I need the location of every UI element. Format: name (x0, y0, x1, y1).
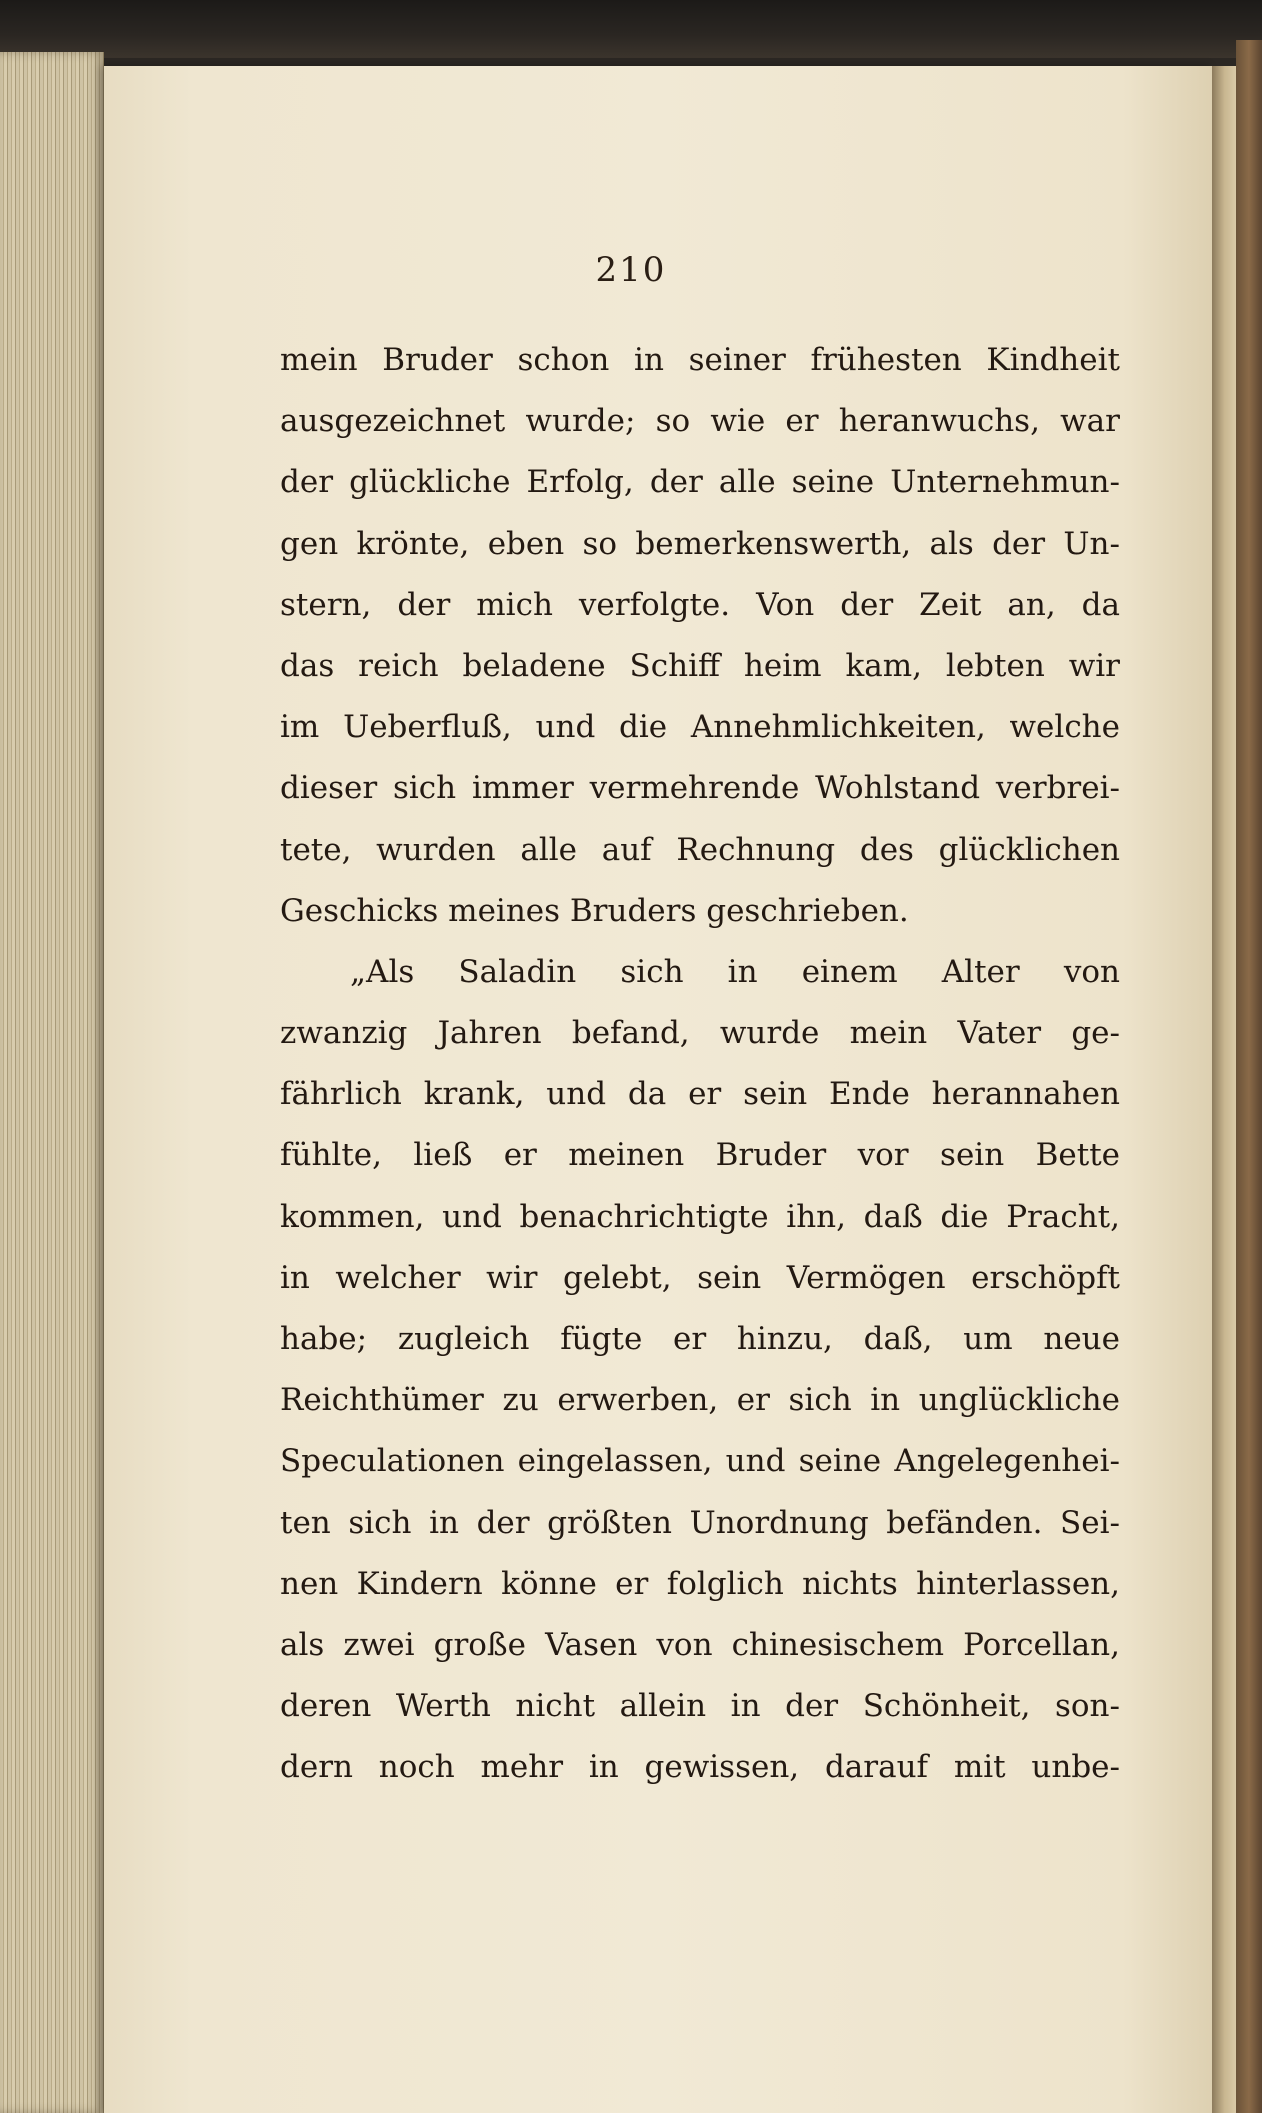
text-line: Geschicks meines Bruders geschrieben. (280, 892, 909, 929)
text-line: deren Werth nicht allein in der Schönheit, son- (280, 1688, 1120, 1725)
text-line: ausgezeichnet wurde; so wie er heranwuchs, war (280, 403, 1120, 440)
text-line: fährlich krank, und da er sein Ende herannahen (280, 1076, 1120, 1113)
text-line: in welcher wir gelebt, sein Vermögen erschöpft (280, 1259, 1120, 1296)
text-line: mein Bruder schon in seiner frühesten Kindheit (280, 342, 1120, 378)
text-line: fühlte, ließ er meinen Bruder vor sein Bette (280, 1137, 1120, 1174)
text-line: habe; zugleich fügte er hinzu, daß, um neue (280, 1321, 1120, 1357)
text-line: gen krönte, eben so bemerkenswerth, als der Un- (280, 525, 1120, 562)
body-text (280, 330, 1120, 1799)
text-line: kommen, und benachrichtigte ihn, daß die Pracht, (280, 1198, 1120, 1235)
text-line: im Ueberfluß, und die Annehmlichkeiten, welche (280, 709, 1120, 746)
text-line: nen Kindern könne er folglich nichts hinterlassen, (280, 1565, 1120, 1602)
text-line: tete, wurden alle auf Rechnung des glücklichen (280, 831, 1120, 868)
text-line: „Als Saladin sich in einem Alter von (350, 953, 1120, 990)
text-line: als zwei große Vasen von chinesischem Porcellan, (280, 1626, 1120, 1663)
scan-background-top (0, 0, 1262, 58)
book-cover-edge (1236, 40, 1262, 2113)
stacked-page-edges (0, 52, 104, 2113)
text-line: zwanzig Jahren befand, wurde mein Vater ge- (280, 1015, 1120, 1052)
text-line: dern noch mehr in gewissen, darauf mit unbe- (280, 1749, 1120, 1786)
text-line: das reich beladene Schiff heim kam, lebten wir (280, 647, 1120, 684)
text-line: dieser sich immer vermehrende Wohlstand verbrei- (280, 770, 1120, 807)
text-line: stern, der mich verfolgte. Von der Zeit an, da (280, 586, 1120, 623)
text-line: der glückliche Erfolg, der alle seine Unternehmun- (280, 464, 1120, 501)
page-number: 210 (595, 250, 667, 290)
text-line: ten sich in der größten Unordnung befänden. Sei- (280, 1504, 1120, 1541)
text-line: Speculationen eingelassen, und seine Angelegenhei- (280, 1443, 1120, 1480)
text-line: Reichthümer zu erwerben, er sich in unglückliche (280, 1382, 1120, 1419)
